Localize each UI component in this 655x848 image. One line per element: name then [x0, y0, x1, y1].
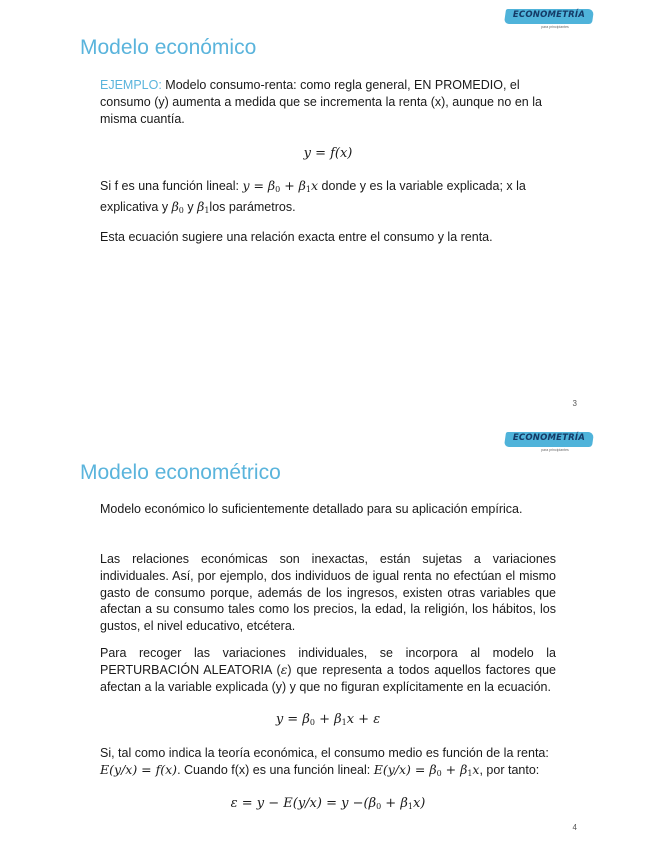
linear-equation: $y = \beta_0 + \beta_1x$ [242, 178, 319, 194]
brand-logo [505, 430, 593, 452]
expected-value-paragraph: Si, tal como indica la teoría económica, el consumo medio es función de la renta: E(y/x) = f(x). Cuando f(x) es una función lineal: $E(y/x) = \beta_0 + \beta_1x$, por tanto: [100, 746, 549, 778]
disturbance-paragraph: Para recoger las variaciones individuales, se incorpora al modelo la PERTURBACIÓN ALEATORIA (ε) que representa a todos aquellos factores que afectan a la variable explicada (y) y que no figuran explícitamente en la ecuación. [100, 646, 556, 694]
brand-name: ECONOMETRÍA [512, 10, 586, 20]
example-label: EJEMPLO: [100, 78, 162, 92]
page-number: 4 [572, 823, 577, 832]
linear-suffix: los parámetros. [209, 199, 296, 214]
equation-y-fx: y = f(x) [303, 146, 353, 161]
disturbance-text-a: Para recoger las variaciones individuales, se incorpora al modelo la PERTURBACIÓN ALEATORIA ( [100, 646, 556, 677]
page-number: 3 [572, 399, 577, 408]
brand-name: ECONOMETRÍA [512, 433, 586, 443]
brand-tagline: para principiantes [541, 25, 569, 29]
slide-title: Modelo económico [80, 36, 257, 59]
expected-text-a: Si, tal como indica la teoría económica, el consumo medio es función de la renta: [100, 746, 549, 760]
slide-4 [0, 424, 655, 848]
linear-paragraph: Si f es una función lineal: $y = \beta_0 + \beta_1x$ donde y es la variable explicada; x la explicativa y $\beta_0$ y $\beta_1los$ parámetros. [100, 178, 526, 215]
inexact-relations-paragraph: Las relaciones económicas son inexactas, están sujetas a variaciones individuales. Así, por ejemplo, dos individuos de igual renta no efectúan el mismo gasto de consumo porque, además de los ingresos, existen otras variables que afectan a su consumo tales como los precios, la edad, la religión, los hábitos, los gustos, el nivel educativo, etcétera. [100, 552, 556, 634]
equation-epsilon: $\varepsilon = y - E(y/x) = y -(\beta_0 + \beta_1x)$ [230, 796, 426, 811]
exact-relation-text: Esta ecuación sugiere una relación exacta entre el consumo y la renta. [100, 230, 493, 244]
example-text: Modelo consumo-renta: como regla general, EN PROMEDIO, el consumo (y) aumenta a medida que se incrementa la renta (x), aunque no en la misma cuantía. [100, 78, 542, 126]
disturbance-text-b: ) que representa a todos aquellos factores que afectan a la variable explicada (y) y que no figuran explícitamente en la ecuación. [100, 662, 556, 694]
brand-tagline: para principiantes [541, 448, 569, 452]
linear-prefix: Si f es una función lineal: [100, 179, 243, 193]
slide-title: Modelo econométrico [80, 461, 281, 484]
definition-paragraph: Modelo económico lo suficientemente detallado para su aplicación empírica. [100, 502, 523, 516]
brand-logo [505, 7, 593, 29]
linear-mid: donde y es la variable explicada; x la explicativa y [100, 179, 526, 214]
beta-params: $\beta_0$ [171, 198, 184, 215]
expected-text-b: . Cuando f(x) es una función lineal: [177, 762, 374, 777]
expected-text-c: , por tanto: [479, 762, 540, 777]
equation-y-beta-epsilon: $y = \beta_0 + \beta_1x + \varepsilon$ [275, 712, 381, 727]
example-paragraph [100, 77, 556, 127]
